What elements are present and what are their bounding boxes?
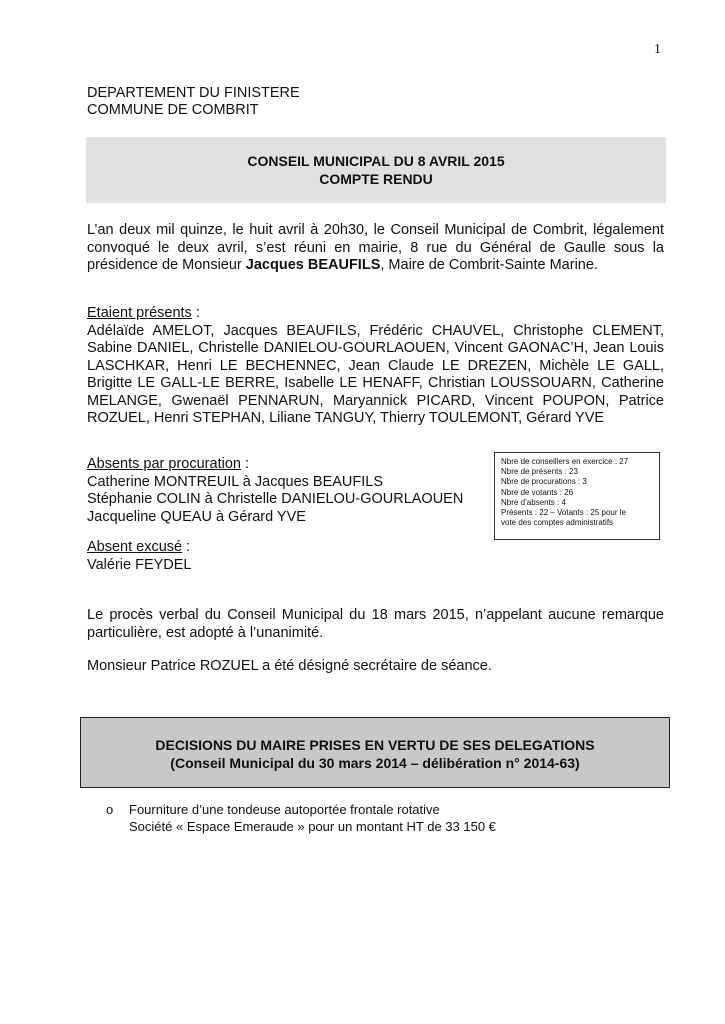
document-header (87, 85, 300, 119)
mayor-name: Jacques BEAUFILS (245, 257, 381, 273)
commune-name: COMMUNE DE COMBRIT (87, 102, 259, 118)
stats-line: Nbre de présents : 23 (501, 467, 578, 477)
meeting-title-box (86, 137, 666, 203)
meeting-title: CONSEIL MUNICIPAL DU 8 AVRIL 2015 (247, 153, 505, 169)
intro-text: L’an deux mil quinze, le huit avril à 20h30, le Conseil Municipal de Combrit, légalement convoqué le deux avril, s’est réuni en mairie, 8 rue du Général de Gaulle sous la présidence de Monsieur (87, 222, 664, 273)
decision-item-line: Fourniture d’une tondeuse autoportée frontale rotative (129, 802, 440, 817)
proxy-item: Catherine MONTREUIL à Jacques BEAUFILS (87, 473, 384, 490)
mayor-decisions-box (80, 717, 670, 788)
intro-paragraph (87, 222, 664, 275)
secretary-paragraph: Monsieur Patrice ROZUEL a été désigné secrétaire de séance. (87, 658, 492, 674)
presents-names: Adélaïde AMELOT, Jacques BEAUFILS, Frédéric CHAUVEL, Christophe CLEMENT, Sabine DANIEL, Christelle DANIELOU-GOURLAOUEN, Vincent GAONAC’H, Jean Louis LASCHKAR, Henri LE BECHENNEC, Jean Claude LE DREZEN, Michèle LE GALL, Brigitte LE GALL-LE BERRE, Isabelle LE HENAFF, Christian LOUSSOUARN, Catherine MELANGE, Gwenaël PENNARUN, Maryannick PICARD, Vincent POUPON, Patrice ROZUEL, Henri STEPHAN, Liliane TANGUY, Thierry TOULEMONT, Gérard YVE (87, 322, 664, 426)
excused-label: Absent excusé (87, 539, 183, 555)
stats-line: Nbre de procurations : 3 (501, 477, 587, 487)
absents-label: Absents par procuration (87, 456, 241, 472)
stats-line: Présents : 22 – Votants : 25 pour le (501, 508, 626, 518)
proxy-item: Stéphanie COLIN à Christelle DANIELOU-GOURLAOUEN (87, 491, 464, 507)
excused-section (87, 539, 664, 574)
minutes-approval-paragraph: Le procès verbal du Conseil Municipal du 18 mars 2015, n’appelant aucune remarque particulière, est adopté à l’unanimité. (87, 607, 664, 641)
stats-line: vote des comptes administratifs (501, 518, 614, 528)
stats-line: Nbre d’absents : 4 (501, 497, 566, 507)
meeting-subtitle: COMPTE RENDU (319, 171, 433, 187)
page-number: 1 (654, 42, 661, 57)
stats-line: Nbre de conseillers en exercice : 27 (501, 457, 629, 466)
circle-bullet-icon: o (106, 802, 114, 817)
proxy-item: Jacqueline QUEAU à Gérard YVE (87, 508, 306, 525)
absents-label-suffix: : (240, 456, 250, 472)
decisions-subtitle: (Conseil Municipal du 30 mars 2014 – délibération n° 2014-63) (170, 755, 580, 771)
intro-text-end: , Maire de Combrit-Sainte Marine. (380, 257, 598, 273)
attendance-stats-box (494, 452, 660, 540)
decisions-title: DECISIONS DU MAIRE PRISES EN VERTU DE SES DELEGATIONS (155, 737, 595, 753)
presents-label: Etaient présents (87, 305, 192, 321)
presents-label-suffix: : (191, 305, 200, 321)
excused-label-suffix: : (182, 539, 191, 555)
department-name: DEPARTEMENT DU FINISTERE (87, 85, 300, 101)
stats-line: Nbre de votants : 26 (501, 487, 574, 497)
decision-item-line: Société « Espace Emeraude » pour un montant HT de 33 150 € (129, 818, 496, 834)
presents-section (87, 305, 664, 428)
excused-name: Valérie FEYDEL (87, 556, 192, 573)
